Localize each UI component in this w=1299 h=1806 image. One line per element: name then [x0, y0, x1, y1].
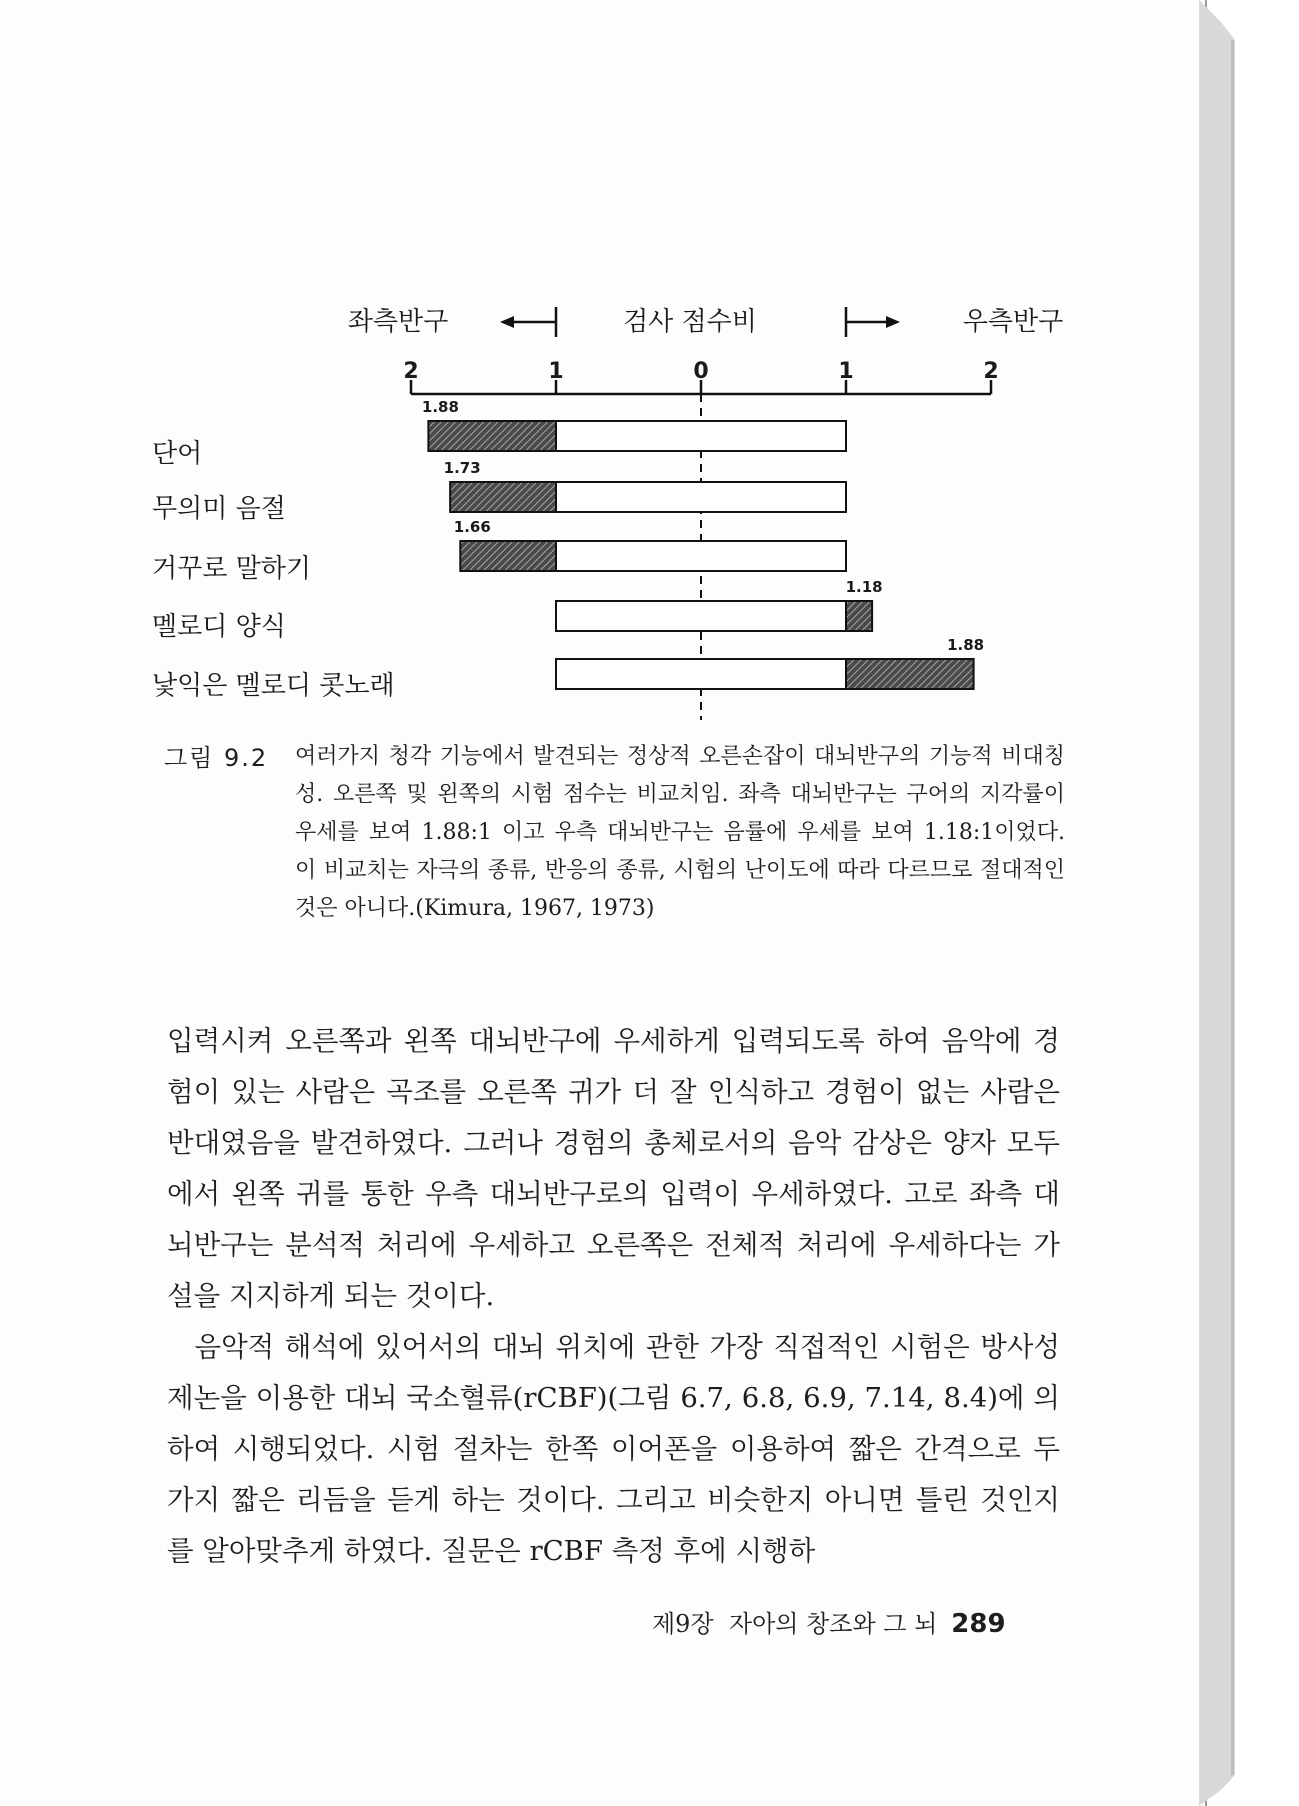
bar-base — [556, 421, 846, 451]
bar-hatched — [428, 421, 556, 451]
category-label: 낯익은 멜로디 콧노래 — [152, 671, 395, 701]
right-arrow-head — [886, 316, 900, 328]
bar-hatched — [846, 601, 872, 631]
header-left-label: 좌측반구 — [347, 307, 449, 337]
bar-value-label: 1.66 — [453, 518, 491, 536]
axis-tick-label: 2 — [983, 359, 999, 384]
axis-tick-label: 2 — [403, 359, 419, 384]
bar-hatched — [460, 541, 556, 571]
bar-base — [556, 541, 846, 571]
header-center-label: 검사 점수비 — [623, 307, 757, 337]
bar-base — [556, 482, 846, 512]
hemisphere-ratio-chart — [0, 0, 1299, 760]
running-footer — [652, 1604, 1006, 1639]
bar-base — [556, 601, 846, 631]
paragraph: 음악적 해석에 있어서의 대뇌 위치에 관한 가장 직접적인 시험은 방사성 제논을 이용한 대뇌 국소혈류(rCBF)(그림 6.7, 6.8, 6.9, 7.14, 8.4)에 의하여 시행되었다. 시험 절차는 한쪽 이어폰을 이용하여 짧은 간격으로 두 가지 짧은 리듬을 듣게 하는 것이다. 그리고 비슷한지 아니면 틀린 것인지를 알아맞추게 하였다. 질문은 rCBF 측정 후에 시행하 — [167, 1331, 1060, 1567]
bar-hatched — [846, 659, 974, 689]
category-label: 무의미 음절 — [152, 494, 286, 524]
category-label: 거꾸로 말하기 — [152, 554, 311, 584]
paragraph: 입력시켜 오른쪽과 왼쪽 대뇌반구에 우세하게 입력되도록 하여 음악에 경험이 있는 사람은 곡조를 오른쪽 귀가 더 잘 인식하고 경험이 없는 사람은 반대였음을 발견하였다. 그러나 경험의 총체로서의 음악 감상은 양자 모두에서 왼쪽 귀를 통한 우측 대뇌반구로의 입력이 우세하였다. 고로 좌측 대뇌반구는 분석적 처리에 우세하고 오른쪽은 전체적 처리에 우세하다는 가설을 지지하게 되는 것이다. — [167, 1025, 1060, 1312]
left-arrow-head — [500, 316, 514, 328]
figure-label: 그림 9.2 — [164, 744, 269, 772]
bar-base — [556, 659, 846, 689]
body-text — [167, 1016, 1060, 1577]
axis-tick-label: 0 — [693, 359, 709, 384]
figure-caption-text: 여러가지 청각 기능에서 발견되는 정상적 오른손잡이 대뇌반구의 기능적 비대칭성. 오른쪽 및 왼쪽의 시험 점수는 비교치임. 좌측 대뇌반구는 구어의 지각률이 우세를 보여 1.88:1 이고 우측 대뇌반구는 음률에 우세를 보여 1.18:1이었다. 이 비교치는 자극의 종류, 반응의 종류, 시험의 난이도에 따라 다르므로 절대적인 것은 아니다.(Kimura, 1967, 1973) — [295, 744, 1065, 921]
category-label: 멜로디 양식 — [152, 612, 286, 642]
category-label: 단어 — [152, 439, 203, 469]
page-number: 289 — [951, 1609, 1006, 1639]
bar-value-label: 1.88 — [947, 636, 985, 654]
bar-value-label: 1.73 — [443, 459, 481, 477]
header-right-label: 우측반구 — [962, 307, 1064, 337]
chapter-number: 제9장 — [652, 1610, 714, 1638]
bar-hatched — [450, 482, 556, 512]
bar-value-label: 1.88 — [421, 398, 459, 416]
axis-tick-label: 1 — [548, 359, 564, 384]
chapter-title: 자아의 창조와 그 뇌 — [728, 1610, 938, 1638]
axis-tick-label: 1 — [838, 359, 854, 384]
bar-value-label: 1.18 — [845, 578, 883, 596]
